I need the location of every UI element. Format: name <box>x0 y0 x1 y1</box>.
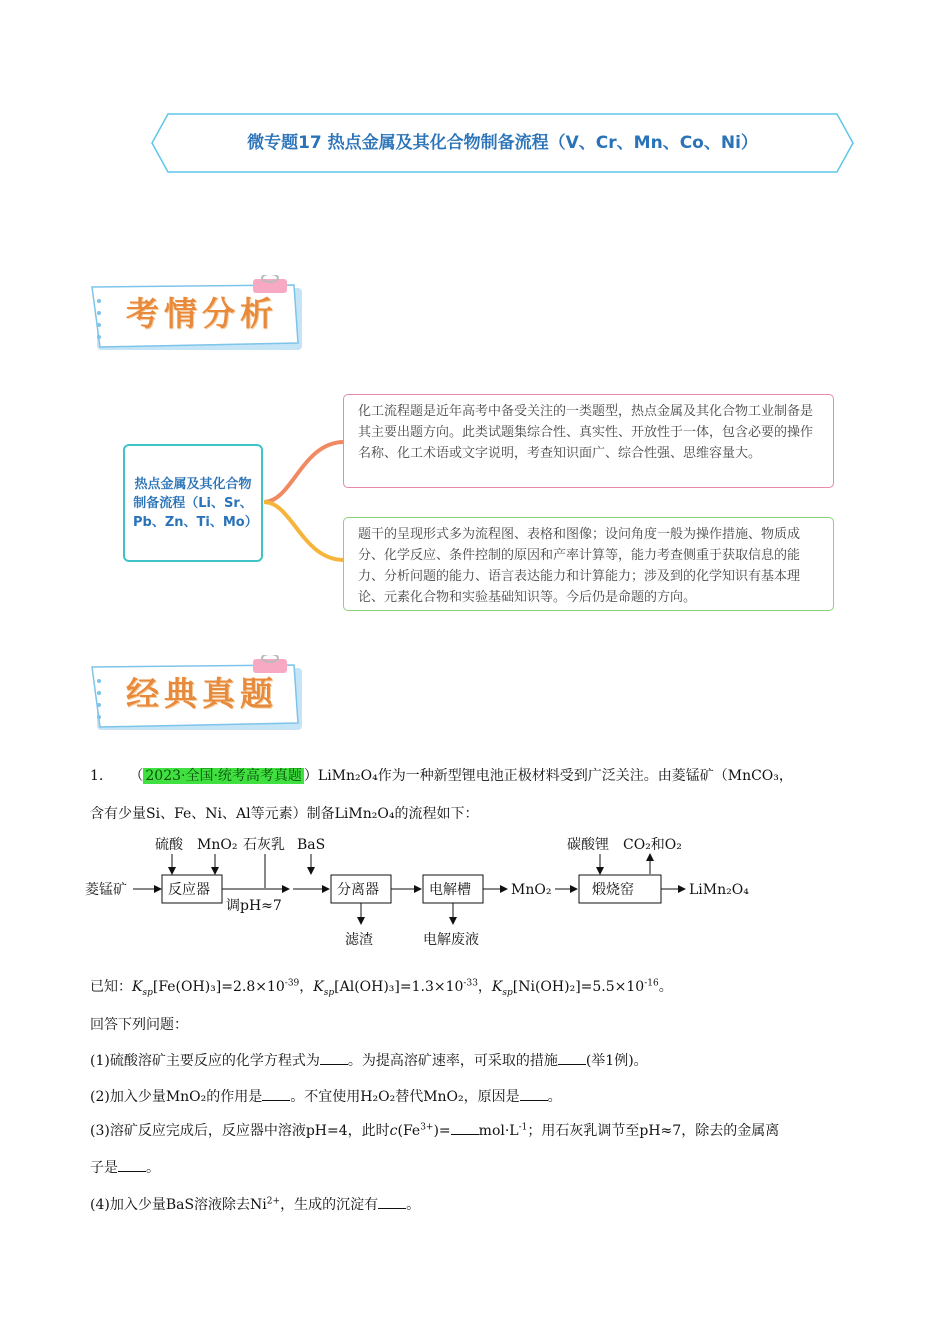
q2-text-b: 。不宜使用H₂O₂替代MnO₂，原因是 <box>290 1089 520 1105</box>
input-sulfuric-acid: 硫酸 <box>155 837 183 853</box>
ksp-sub: sp <box>323 987 335 998</box>
ksp-symbol: K <box>491 979 503 995</box>
q3-ion: (Fe <box>397 1123 421 1139</box>
q4-text-c: 。 <box>406 1197 421 1213</box>
q3-unit-exp: -1 <box>518 1122 528 1133</box>
ksp-fe-exp: -39 <box>284 978 300 989</box>
feed-label: 菱锰矿 <box>85 882 127 898</box>
connector-bottom <box>264 502 344 560</box>
residue-label: 滤渣 <box>345 932 373 948</box>
question-intro-line1: 1． （ 2023·全国·统考高考真题 ）LiMn₂O₄作为一种新型锂电池正极材料受到广泛关注。由菱锰矿（MnCO₃， <box>90 768 793 784</box>
q1-text-a: (1)硫酸溶矿主要反应的化学方程式为 <box>90 1053 320 1069</box>
q3-text-e: 子是 <box>90 1160 118 1176</box>
q4-text-a: (4)加入少量BaS溶液除去Ni <box>90 1197 267 1213</box>
answer-blank[interactable] <box>378 1196 406 1209</box>
kiln-label: 煅烧窑 <box>592 882 634 898</box>
q1-text-b: 。为提高溶矿速率，可采取的措施 <box>347 1053 558 1069</box>
answer-blank[interactable] <box>558 1052 586 1065</box>
gas-out-label: CO₂和O₂ <box>623 837 682 853</box>
q3-text-d: ；用石灰乳调节至pH≈7，除去的金属离 <box>527 1123 780 1139</box>
connector-top <box>264 442 344 502</box>
product-mno2-label: MnO₂ <box>511 882 552 898</box>
input-bas: BaS <box>297 837 326 853</box>
known-constants: 已知：$K_{sp}[Fe(OH)_3]=2.8\times 10^{-39}$，$K_{sp}[Al(OH)_3]=1.3\times 10^{-33}$，$K_{sp}[Ni(OH)_2]=5.5\times 10^{-16}$。 <box>90 978 673 998</box>
q3-conc-symbol: c <box>389 1123 398 1139</box>
input-mno2: MnO₂ <box>197 837 238 853</box>
intro-text-a: LiMn₂O₄作为一种新型锂电池正极材料受到广泛关注。由菱锰矿（MnCO₃， <box>317 768 793 784</box>
q3-text-f: 。 <box>146 1160 160 1176</box>
q3-text-a: (3)溶矿反应完成后，反应器中溶液pH=4，此时 <box>90 1123 390 1139</box>
reactor-label: 反应器 <box>168 882 210 898</box>
q2-text-c: 。 <box>547 1089 562 1105</box>
ksp-sub: sp <box>142 987 153 998</box>
electrolyzer-label: 电解槽 <box>429 882 471 898</box>
section-badge-analysis <box>88 275 308 355</box>
q3-unit: mol·L <box>478 1123 519 1139</box>
ksp-symbol: K <box>313 979 324 995</box>
mindmap-box-forms: 题干的呈现形式多为流程图、表格和图像；设问角度一般为操作措施、物质成分、化学反应、条件控制的原因和产率计算等，能力考查侧重于获取信息的能力、分析问题的能力、语言表达能力和计算能力；涉及到的化学知识有基本理论、元素化合物和实验基础知识等。今后仍是命题的方向。 <box>343 517 834 611</box>
q1-text-c: (举1例)。 <box>585 1053 648 1069</box>
ksp-fe: [Fe(OH)₃]=2.8×10 <box>152 979 285 995</box>
ksp-ni: [Ni(OH)₂]=5.5×10 <box>512 979 645 995</box>
input-lithium-carbonate: 碳酸锂 <box>567 837 609 853</box>
sub-question-4 <box>90 1194 420 1214</box>
answer-blank[interactable] <box>320 1052 348 1065</box>
section-badge-classic <box>88 655 308 735</box>
sub-question-3-cont <box>90 1157 160 1177</box>
title-banner <box>150 112 855 174</box>
known-prefix: 已知： <box>90 979 132 995</box>
mindmap-box-overview: 化工流程题是近年高考中备受关注的一类题型，热点金属及其化合物工业制备是其主要出题方向。此类试题集综合性、真实性、开放性于一体，包含必要的操作名称、化工术语或文字说明，考查知识面广、综合性强、思维容量大。 <box>343 394 834 488</box>
page-title: 微专题17 热点金属及其化合物制备流程（V、Cr、Mn、Co、Ni） <box>247 133 758 153</box>
answer-prompt: 回答下列问题： <box>90 1017 188 1033</box>
mindmap-center-node: 热点金属及其化合物制备流程（Li、Sr、Pb、Zn、Ti、Mo） <box>123 444 263 562</box>
section-title-classic: 经典真题 <box>126 674 278 713</box>
sub-question-3 <box>90 1120 779 1140</box>
ksp-sub: sp <box>502 987 513 998</box>
final-product-label: LiMn₂O₄ <box>689 882 749 898</box>
process-flowchart <box>85 830 765 950</box>
waste-label: 电解废液 <box>423 932 479 948</box>
ksp-symbol: K <box>132 979 143 995</box>
mindmap-connectors <box>262 430 346 580</box>
section-title-analysis: 考情分析 <box>126 294 278 333</box>
q2-text-a: (2)加入少量MnO₂的作用是 <box>90 1089 263 1105</box>
q3-text-b: )= <box>433 1123 451 1139</box>
answer-blank[interactable] <box>520 1088 548 1101</box>
q4-ion-charge: 2+ <box>266 1196 281 1207</box>
input-lime-milk: 石灰乳 <box>243 837 285 853</box>
ksp-al-exp: -33 <box>463 978 478 989</box>
adjust-ph-label: 调pH≈7 <box>226 898 282 914</box>
sub-question-1 <box>90 1050 648 1070</box>
q4-text-b: ，生成的沉淀有 <box>280 1197 379 1213</box>
answer-blank[interactable] <box>451 1122 479 1135</box>
q3-ion-charge: 3+ <box>420 1122 434 1133</box>
question-intro-line2: 含有少量Si、Fe、Ni、Al等元素）制备LiMn₂O₄的流程如下： <box>90 806 479 822</box>
ksp-ni-exp: -16 <box>644 978 659 989</box>
separator-label: 分离器 <box>337 882 379 898</box>
ksp-al: [Al(OH)₃]=1.3×10 <box>334 979 464 995</box>
source-tag: 2023·全国·统考高考真题 <box>145 768 302 784</box>
question-number: 1． <box>90 768 113 784</box>
answer-blank[interactable] <box>118 1159 146 1172</box>
answer-blank[interactable] <box>262 1088 290 1101</box>
sub-question-2 <box>90 1086 562 1106</box>
